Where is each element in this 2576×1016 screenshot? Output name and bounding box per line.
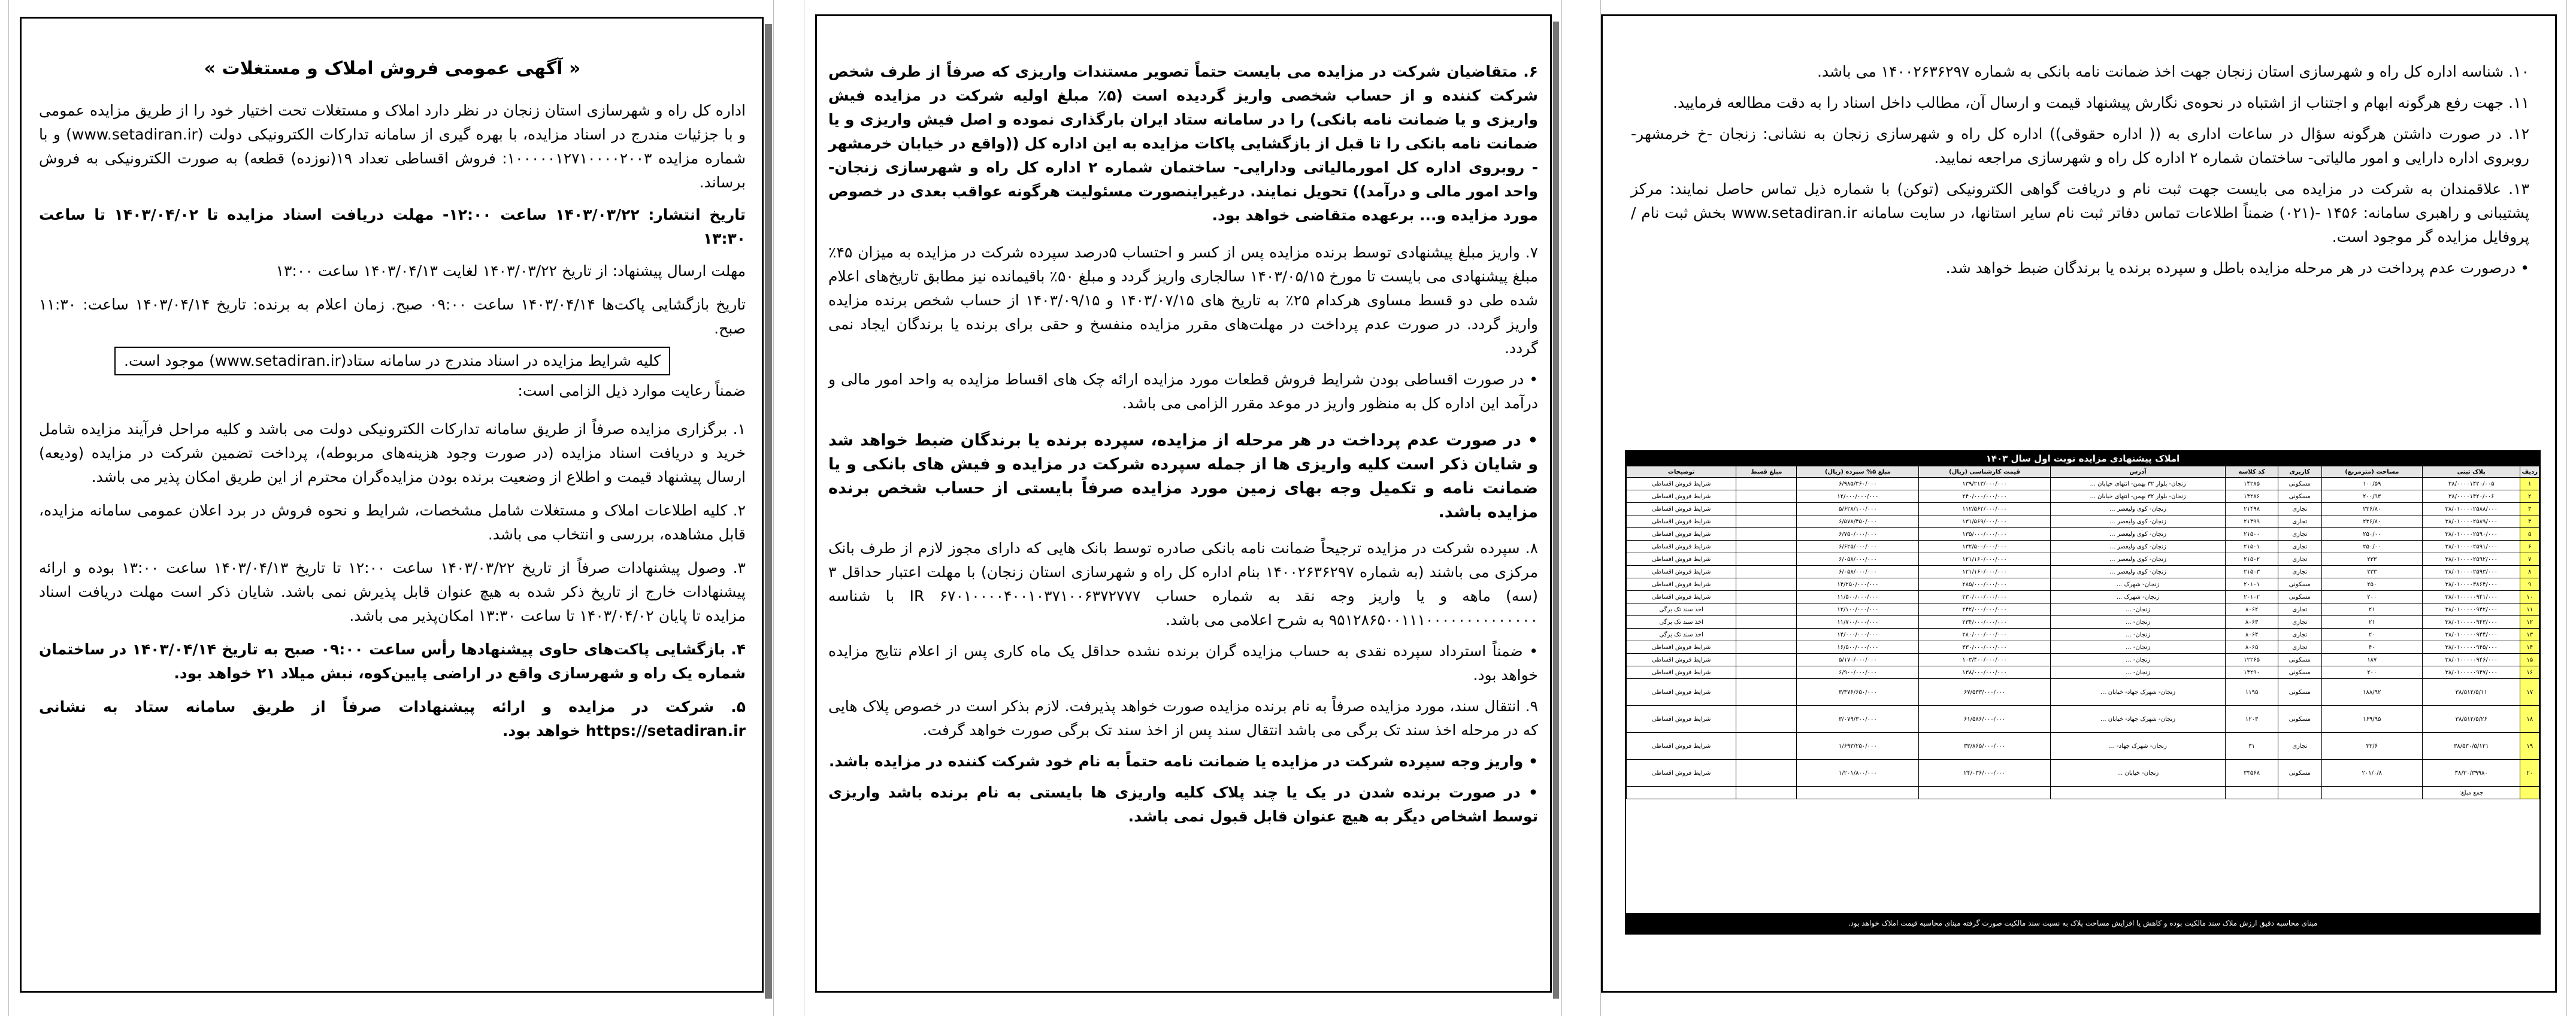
table-row-number: ۹ [2520,578,2539,591]
table-cell: ۲۰۰ [2321,666,2422,679]
table-row [1627,578,2539,591]
table-cell [1736,541,1797,553]
table-row-number: ۱۱ [2520,603,2539,616]
table-cell: ۳۸/۰۱۰۰۰۰۰۹۴۳/۰۰۰ [2422,616,2520,629]
table-cell: ۲۱۵۰۲ [2226,553,2278,566]
table-cell: ۲۳۰/۰۰۰/۰۰۰/۰۰۰ [1919,591,2051,603]
page-3-body [1631,60,2529,284]
table-cell: زنجان- کوی ولیعصر ... [2050,566,2226,578]
table-header-cell: کاربری [2278,466,2321,478]
table-cell: ۳۸/۰۱۰۰۰۰۲۵۹۱/۰۰۰ [2422,541,2520,553]
rule-item-6: ۶. متقاضیان شرکت در مزایده می بایست حتماً تصویر مستندات واریزی که صرفاً از طرف شخص شرکت کننده و از حساب شخصی واریز گردیده است (۵٪ مبلغ اولیه شرکت در مزایده فیش واریزی و یا ضمانت نامه بانکی) را در سامانه ستاد ایران بارگذاری نموده و اصل فیش واریزی و یا ضمانت نامه بانکی را تا قبل از بازگشایی پاکات مزایده به این اداره کل ((واقع در خیابان خرمشهر - روبروی اداره کل امورمالیاتی ودارایی- ساختمان شماره ۲ اداره کل راه و شهرسازی زنجان- واحد امور مالی و درآمد)) تحویل نمایند. درغیراینصورت مسئولیت هرگونه عواقب بعدی در خصوص مورد مزایده و... برعهده متقاضی خواهد بود. [828,63,1538,224]
table-cell: ۱۳۲/۵۰۰/۰۰۰/۰۰۰ [1919,541,2051,553]
table-cell: مسکونی [2278,760,2321,787]
table-cell: ۶/۹۸۵/۳۶۰/۰۰۰ [1797,478,1919,490]
table-header-row [1627,466,2539,478]
property-grid [1626,466,2539,799]
table-cell [2226,787,2278,799]
table-row-number: ۱ [2520,478,2539,490]
table-cell: زنجان- کوی ولیعصر ... [2050,541,2226,553]
table-cell: تجاری [2278,641,2321,654]
publish-date: تاریخ انتشار: ۱۴۰۳/۰۳/۲۲ ساعت ۱۲:۰۰- مهلت دریافت اسناد مزایده تا ۱۴۰۳/۰۴/۰۲ تا ساعت ۱۳:۳۰ [39,206,746,247]
table-cell: زنجان- کوی ولیعصر ... [2050,515,2226,528]
table-cell: مسکونی [2278,666,2321,679]
table-row-number: ۱۲ [2520,616,2539,629]
table-row [1627,541,2539,553]
table-cell: ۶۱/۵۸۶/۰۰۰/۰۰۰ [1919,706,2051,733]
table-cell: ۲۱۵۰۳ [2226,566,2278,578]
table-cell: ۱۴/۲۵۰/۰۰۰/۰۰۰ [1797,578,1919,591]
table-row [1627,515,2539,528]
table-cell: ۲۱ [2321,616,2422,629]
table-cell: زنجان- ... [2050,641,2226,654]
table-cell [1736,641,1797,654]
table-cell: ۱/۶۹۳/۲۵۰/۰۰۰ [1797,733,1919,760]
table-cell: ۶/۰۵۸/۰۰۰/۰۰۰ [1797,566,1919,578]
table-cell: ۲۱۵۰۱ [2226,541,2278,553]
table-cell: تجاری [2278,566,2321,578]
table-cell [1736,787,1797,799]
table-cell: ۳/۰۷۹/۳۰۰/۰۰۰ [1797,706,1919,733]
table-cell: تجاری [2278,616,2321,629]
table-row-number: ۲۰ [2520,760,2539,787]
table-header-cell: ردیف [2520,466,2539,478]
table-cell: ۳۸/۰۱۰۰۰۰۲۵۸۸/۰۰۰ [2422,503,2520,515]
table-cell: زنجان- شهرک ... [2050,591,2226,603]
table-cell: زنجان- ... [2050,603,2226,616]
table-cell: ۱۱۹۵ [2226,679,2278,706]
table-cell: شرایط فروش اقساطی [1627,541,1736,553]
table-row-number [2520,787,2539,799]
rule-item-2: ۲. کلیه اطلاعات املاک و مستغلات شامل مشخصات، شرایط و نحوه فروش در برد اعلان عمومی سامانه مزایده، قابل مشاهده، بررسی و انتخاب می باشد. [39,502,746,543]
table-cell: ۶/۷۵۰/۰۰۰/۰۰۰ [1797,528,1919,541]
table-cell: تجاری [2278,603,2321,616]
table-cell: ۱۲/۰۰۰/۰۰۰/۰۰۰ [1797,490,1919,503]
table-cell: ۱۶/۵۰۰/۰۰۰/۰۰۰ [1797,641,1919,654]
table-cell: ۳۳۰/۰۰۰/۰۰۰/۰۰۰ [1919,641,2051,654]
table-header-cell: مبلغ ۵% سپرده (ریال) [1797,466,1919,478]
table-cell: مسکونی [2278,578,2321,591]
table-cell: مسکونی [2278,591,2321,603]
refund-note: • ضمناً استرداد سپرده نقدی به حساب مزایده گران برنده نشده حداقل یک ماه کاری پس از اعلام نتایج مزایده خواهد بود. [828,642,1538,684]
table-cell: ۲۰۱/۰/۸ [2321,760,2422,787]
table-cell: ۸۰۶۲ [2226,603,2278,616]
table-row [1627,478,2539,490]
table-cell: شرایط فروش اقساطی [1627,553,1736,566]
table-cell: ۳۸/۰۱۰۰۰۰۲۵۹۰/۰۰۰ [2422,528,2520,541]
table-cell: زنجان- ... [2050,666,2226,679]
table-cell: ۲۴۰/۰۰۰/۰۰۰/۰۰۰ [1919,490,2051,503]
table-row [1627,666,2539,679]
table-cell: ۱۰۳/۴۰۰/۰۰۰/۰۰۰ [1919,654,2051,666]
table-row [1627,641,2539,654]
table-cell: تجاری [2278,528,2321,541]
table-cell: ۱۴۲۸۵ [2226,478,2278,490]
table-cell: شرایط فروش اقساطی [1627,528,1736,541]
table-cell: ۶۷/۵۳۳/۰۰۰/۰۰۰ [1919,679,2051,706]
table-cell: تجاری [2278,515,2321,528]
table-cell [1736,679,1797,706]
table-cell: ۳/۳۷۶/۶۵۰/۰۰۰ [1797,679,1919,706]
table-cell: مسکونی [2278,490,2321,503]
table-cell: ۱۳۱/۵۶۹/۰۰۰/۰۰۰ [1919,515,2051,528]
table-cell: ۳۸/۰۱۰۰۰۰۰۹۴۴/۰۰۰ [2422,629,2520,641]
table-cell: ۱۱/۵۰۰/۰۰۰/۰۰۰ [1797,591,1919,603]
table-cell [1736,478,1797,490]
table-cell: اخذ سند تک برگی [1627,616,1736,629]
table-row-number: ۱۰ [2520,591,2539,603]
table-cell: ۲۳۶/۸۰ [2321,515,2422,528]
table-cell: ۳۱ [2226,733,2278,760]
table-cell [2278,787,2321,799]
forfeit-note-2: • درصورت عدم پرداخت در هر مرحله مزایده باطل و سپرده برنده یا برندگان ضبط خواهد شد. [1945,259,2529,277]
table-cell: ۲۰۰ [2321,591,2422,603]
table-cell: شرایط فروش اقساطی [1627,706,1736,733]
table-cell: ۳۸/۰۱۰۰۰۰۲۵۹۳/۰۰۰ [2422,566,2520,578]
table-cell: ۲۳۳ [2321,566,2422,578]
table-cell [1797,787,1919,799]
table-cell [1736,706,1797,733]
page-1-body [39,57,746,747]
table-row-number: ۱۶ [2520,666,2539,679]
table-cell: ۱۶۹/۹۵ [2321,706,2422,733]
table-cell [1736,666,1797,679]
table-cell: شرایط فروش اقساطی [1627,503,1736,515]
table-cell: مسکونی [2278,654,2321,666]
table-row-number: ۱۴ [2520,641,2539,654]
table-cell: جمع مبلغ: [2422,787,2520,799]
table-cell [1736,578,1797,591]
table-cell: ۳۸/۰۱۰۰۰۰۰۹۴۲/۰۰۰ [2422,603,2520,616]
table-cell: ۳۸/۵۱۲/۵/۱۱ [2422,679,2520,706]
winner-payment-note: • در صورت برنده شدن در یک یا چند پلاک کلیه واریزی ها بایستی به نام برنده باشد واریزی توسط اشخاص دیگر به هیچ عنوان قابل قبول نمی باشد. [828,784,1538,825]
table-cell: ۳۲/۶ [2321,733,2422,760]
rule-item-5: ۵. شرکت در مزایده و ارائه پیشنهادات صرفاً از طریق سامانه ستاد به نشانی https://setadiran.ir خواهد بود. [39,698,746,739]
page-3 [1600,0,2567,1016]
table-cell: ۲۱۴۹۹ [2226,515,2278,528]
rule-item-12: ۱۲. در صورت داشتن هرگونه سؤال در ساعات اداری به (( اداره حقوقی)) اداره کل راه و شهرسازی زنجان به نشانی: زنجان -خ خرمشهر- روبروی اداره دارایی و امور مالیاتی- ساختمان شماره ۲ اداره کل راه و شهرسازی مراجعه نمایید. [1631,125,2529,166]
rule-item-8: ۸. سپرده شرکت در مزایده ترجیحاً ضمانت نامه بانکی صادره توسط بانک هایی که دارای مجوز لازم از طرف بانک مرکزی می باشند (به شماره ۱۴۰۰۲۶۳۶۲۹۷ بنام اداره کل راه و شهرسازی استان زنجان) با مهلت اعتبار حداقل ۳ (سه) ماهه و یا واریز وجه نقد به شماره حساب IR ۶۷۰۱۰۰۰۰۴۰۰۱۰۳۷۱۰۰۶۳۷۲۷۷۷ با شناسه ۹۵۱۲۸۶۵۰۰۱۱۱۰۰۰۰۰۰۰۰۰۰۰۰۰۰ به شرح اعلامی می باشد. [828,539,1538,629]
table-row [1627,528,2539,541]
table-cell: زنجان- ... [2050,629,2226,641]
table-cell: ۱۲۲۶۵ [2226,654,2278,666]
rule-item-10: ۱۰. شناسه اداره کل راه و شهرسازی استان زنجان جهت اخذ ضمانت نامه بانکی به شماره ۱۴۰۰۲۶۳۶۲۹۷ می باشد. [1817,63,2529,80]
page-2-shadow [1553,22,1559,999]
table-cell: ۱۴/۰۰۰/۰۰۰/۰۰۰ [1797,629,1919,641]
table-cell: ۳۳/۸۶۵/۰۰۰/۰۰۰ [1919,733,2051,760]
table-cell: ۶/۶۲۵/۰۰۰/۰۰۰ [1797,541,1919,553]
forfeit-note: • در صورت عدم پرداخت در هر مرحله از مزایده، سپرده برنده یا برندگان ضبط خواهد شد و شایان ذکر است کلیه واریزی ها از جمله سپرده شرکت در مزایده و فیش های بانکی و یا ضمانت نامه و تکمیل وجه بهای زمین مورد مزایده صرفاً بایستی از حساب شخص برنده مزایده باشد. [828,431,1538,521]
table-row [1627,733,2539,760]
table-cell: شرایط فروش اقساطی [1627,591,1736,603]
page-2 [804,0,1562,1016]
table-header-cell: توضیحات [1627,466,1736,478]
table-cell: ۲۰۱۰۲ [2226,591,2278,603]
deposit-name-note: • واریز وجه سپرده شرکت در مزایده یا ضمانت نامه حتماً به نام خود شرکت کننده در مزایده باشد. [828,753,1538,770]
table-cell: مسکونی [2278,679,2321,706]
table-cell: ۱۱/۷۰۰/۰۰۰/۰۰۰ [1797,616,1919,629]
table-cell: ۳۸/۵۳۰/۵/۱۲۱ [2422,733,2520,760]
table-cell: تجاری [2278,629,2321,641]
table-row-number: ۴ [2520,515,2539,528]
page-1-shadow [765,24,772,999]
table-header-cell: قیمت کارشناسی (ریال) [1919,466,2051,478]
table-cell: شرایط فروش اقساطی [1627,654,1736,666]
table-cell: ۲۵۰/۰۰ [2321,528,2422,541]
table-cell: زنجان- بلوار ۳۲ بهمن- انتهای خیابان ... [2050,490,2226,503]
table-row [1627,616,2539,629]
table-row-number: ۵ [2520,528,2539,541]
opening-date: تاریخ بازگشایی پاکت‌ها ۱۴۰۳/۰۴/۱۴ ساعت ۰۹:۰۰ صبح. زمان اعلام به برنده: تاریخ ۱۴۰۳/۰۴/۱۴ ساعت: ۱۱:۳۰ صبح. [39,296,746,337]
rules-intro: ضمناً رعایت موارد ذیل الزامی است: [517,382,746,399]
submit-deadline: مهلت ارسال پیشنهاد: از تاریخ ۱۴۰۳/۰۳/۲۲ لغایت ۱۴۰۳/۰۴/۱۳ ساعت ۱۳:۰۰ [276,262,746,280]
table-cell [1736,566,1797,578]
table-cell: ۱۸۸/۹۲ [2321,679,2422,706]
table-cell: ۲۸۵/۰۰۰/۰۰۰/۰۰۰ [1919,578,2051,591]
table-cell [1736,733,1797,760]
property-table-title: املاک پیشنهادی مزایده نوبت اول سال ۱۴۰۳ [1626,451,2539,466]
table-cell: زنجان- شهرک جهاد- خیابان ... [2050,706,2226,733]
table-cell: ۳۸/۰۰۰۰۱۴۲۰/۰۰۶ [2422,490,2520,503]
table-cell: ۵/۱۷۰/۰۰۰/۰۰۰ [1797,654,1919,666]
rule-item-4: ۴. بازگشایی پاکت‌های حاوی پیشنهادها رأس ساعت ۰۹:۰۰ صبح به تاریخ ۱۴۰۳/۰۴/۱۴ در ساختمان شماره یک راه و شهرسازی واقع در اراضی پایین‌کوه، نبش میلاد ۲۱ خواهد بود. [39,641,746,682]
table-cell: ۱۴۲۸۶ [2226,490,2278,503]
table-cell: ۱۲۱/۱۶۰/۰۰۰/۰۰۰ [1919,553,2051,566]
table-cell: زنجان- ... [2050,616,2226,629]
table-cell: زنجان- کوی ولیعصر ... [2050,553,2226,566]
table-cell: ۲۳۶/۸۰ [2321,503,2422,515]
table-row [1627,706,2539,733]
table-cell: ۳۸/۰۱۰۰۰۰۲۵۸۹/۰۰۰ [2422,515,2520,528]
table-cell: ۱۴۲۹۰ [2226,666,2278,679]
notice-title: « آگهی عمومی فروش املاک و مستغلات » [204,58,581,79]
table-row [1627,553,2539,566]
table-cell: ۱۱۲/۵۶۲/۰۰۰/۰۰۰ [1919,503,2051,515]
table-cell: ۱۲۱/۱۶۰/۰۰۰/۰۰۰ [1919,566,2051,578]
table-cell: شرایط فروش اقساطی [1627,641,1736,654]
table-cell: زنجان- شهرک جهاد- ... [2050,733,2226,760]
table-row [1627,603,2539,616]
page-1 [8,0,774,1016]
table-cell: ۶/۹۰۰/۰۰۰/۰۰۰ [1797,666,1919,679]
table-cell [1736,528,1797,541]
table-row [1627,490,2539,503]
table-header-cell: مساحت (مترمربع) [2321,466,2422,478]
table-cell [1736,616,1797,629]
table-cell [1736,503,1797,515]
table-cell: ۸۰۶۳ [2226,616,2278,629]
table-cell: شرایط فروش اقساطی [1627,666,1736,679]
table-row-number: ۱۸ [2520,706,2539,733]
boxed-note: کلیه شرایط مزایده در اسناد مندرج در سامانه ستاد(www.setadiran.ir) موجود است. [114,347,670,375]
table-cell [1736,603,1797,616]
table-row-number: ۸ [2520,566,2539,578]
property-table-note: مبنای محاسبه دقیق ارزش ملاک سند مالکیت بوده و کاهش یا افزایش مساحت پلاک به نسبت سند مالکیت صورت گرفته مبنای محاسبه قیمت املاک خواهد بود. [1626,913,2539,933]
table-row [1627,566,2539,578]
table-cell: زنجان- ... [2050,654,2226,666]
table-cell: ۳۸/۳۰/۳۹۹۸۰ [2422,760,2520,787]
table-cell: ۸۰۶۴ [2226,629,2278,641]
table-header-cell: کد کلاسه [2226,466,2278,478]
rule-item-7: ۷. واریز مبلغ پیشنهادی توسط برنده مزایده پس از کسر و احتساب ۵درصد سپرده شرکت در مزایده به میزان ۴۵٪ مبلغ پیشنهادی می بایست تا مورخ ۱۴۰۳/۰۵/۱۵ سالجاری واریز گردد و مبلغ ۵۰٪ باقیمانده نیز مطابق تاریخ‌های اعلام شده طی دو قسط مساوی هرکدام ۲۵٪ به تاریخ های ۱۴۰۳/۰۷/۱۵ و ۱۴۰۳/۰۹/۱۵ از حساب شخص برنده مزایده واریز گردد. در صورت عدم پرداخت در مهلت‌های مقرر مزایده منفسخ و حقی برای برنده یا برندگان ایجاد نمی گردد. [828,244,1538,357]
table-cell [1736,629,1797,641]
table-row-number: ۱۹ [2520,733,2539,760]
table-cell: ۲۰۱۰۱ [2226,578,2278,591]
table-cell: زنجان- کوی ولیعصر ... [2050,528,2226,541]
rule-item-13: ۱۳. علاقمندان به شرکت در مزایده می بایست جهت ثبت نام و دریافت گواهی الکترونیکی (توکن) با شماره ذیل تماس حاصل نمایند: مرکز پشتیبانی و راهبری سامانه: ۱۴۵۶ -(۰۲۱) ضمناً اطلاعات تماس دفاتر ثبت نام سایر استانها، در سایت سامانه www.setadiran.ir بخش ثبت نام / پروفایل مزایده گر موجود است. [1631,180,2529,245]
table-cell: زنجان- کوی ولیعصر ... [2050,503,2226,515]
table-row-number: ۱۳ [2520,629,2539,641]
table-cell: تجاری [2278,503,2321,515]
table-cell [1736,591,1797,603]
installment-note: • در صورت اقساطی بودن شرایط فروش قطعات مورد مزایده ارائه چک های اقساط مزایده به واحد امور مالی و درآمد این اداره کل به منظور واریز در موعد مقرر الزامی می باشد. [828,371,1538,412]
table-cell: زنجان- خیابان ... [2050,760,2226,787]
table-cell: زنجان- بلوار ۳۲ بهمن- انتهای خیابان ... [2050,478,2226,490]
table-cell [2321,787,2422,799]
table-cell: شرایط فروش اقساطی [1627,760,1736,787]
table-cell: شرایط فروش اقساطی [1627,490,1736,503]
table-cell [2050,787,2226,799]
rule-item-11: ۱۱. جهت رفع هرگونه ابهام و اجتناب از اشتباه در نحوه‌ی نگارش پیشنهاد قیمت و ارسال آن، مطالب داخل اسناد را به دقت مطالعه فرمایید. [1673,94,2529,111]
table-cell: ۱۸۷ [2321,654,2422,666]
table-cell: ۲۱ [2321,603,2422,616]
table-cell: ۲۱۵۰۰ [2226,528,2278,541]
table-cell: ۱/۲۰۱/۸۰۰/۰۰۰ [1797,760,1919,787]
table-cell: زنجان- شهرک ... [2050,578,2226,591]
table-cell: ۳۸/۰۱۰۰۰۰۰۹۴۷/۰۰۰ [2422,666,2520,679]
table-cell: زنجان- شهرک جهاد- خیابان ... [2050,679,2226,706]
table-cell [1736,515,1797,528]
table-cell [1736,553,1797,566]
table-cell: ۶/۰۵۸/۰۰۰/۰۰۰ [1797,553,1919,566]
table-cell: مسکونی [2278,706,2321,733]
table-row-number: ۳ [2520,503,2539,515]
table-row [1627,787,2539,799]
table-header-cell: آدرس [2050,466,2226,478]
table-cell: ۳۸/۰۱۰۰۰۰۰۹۴۶/۰۰۰ [2422,654,2520,666]
rule-item-9: ۹. انتقال سند، مورد مزایده صرفاً به نام برنده مزایده صورت خواهد پذیرفت. لازم بذکر است در خصوص پلاک هایی که در مرحله اخذ سند تک برگی می باشد انتقال سند پس از اخذ سند تک برگی صورت خواهد گرفت. [828,697,1538,739]
table-row-number: ۷ [2520,553,2539,566]
table-row [1627,629,2539,641]
table-cell: ۱۲/۱۰۰/۰۰۰/۰۰۰ [1797,603,1919,616]
table-row [1627,503,2539,515]
table-cell: ۵/۶۲۸/۱۰۰/۰۰۰ [1797,503,1919,515]
table-cell: ۲۸۰/۰۰۰/۰۰۰/۰۰۰ [1919,629,2051,641]
table-cell: ۳۸/۰۱۰۰۰۰۰۹۴۱/۰۰۰ [2422,591,2520,603]
table-cell [1919,787,2051,799]
table-cell: ۱۰۰/۵۹ [2321,478,2422,490]
table-cell: شرایط فروش اقساطی [1627,578,1736,591]
table-cell [1627,787,1736,799]
table-header-cell: پلاک ثبتی [2422,466,2520,478]
table-cell: ۸۰۶۵ [2226,641,2278,654]
table-cell: ۲۰۰/۹۳ [2321,490,2422,503]
table-row-number: ۱۵ [2520,654,2539,666]
table-cell: ۴۰ [2321,641,2422,654]
table-cell: ۲۰ [2321,629,2422,641]
table-cell: تجاری [2278,541,2321,553]
notice-intro: اداره کل راه و شهرسازی استان زنجان در نظر دارد املاک و مستغلات تحت اختیار خود را از طریق مزایده عمومی و با جزئیات مندرج در اسناد مزایده، با بهره گیری از سامانه تدارکات الکترونیکی دولت (www.setadiran.ir) و با شماره مزایده ۱۰۰۰۰۰۱۲۷۱۰۰۰۰۲۰۰۳: فروش اقساطی تعداد ۱۹(نوزده) قطعه) به صورت الکترونیکی به فروش برساند. [39,102,746,191]
table-cell: اخذ سند تک برگی [1627,629,1736,641]
table-cell: ۳۸/۰۱۰۰۰۰۳۸۶۴/۰۰۰ [2422,578,2520,591]
table-cell: شرایط فروش اقساطی [1627,566,1736,578]
table-cell [1736,654,1797,666]
table-cell: شرایط فروش اقساطی [1627,515,1736,528]
table-cell: ۲۴۲/۰۰۰/۰۰۰/۰۰۰ [1919,603,2051,616]
table-cell: ۳۳۵۶۸ [2226,760,2278,787]
table-cell: شرایط فروش اقساطی [1627,679,1736,706]
table-cell [1736,760,1797,787]
table-cell: اخذ سند تک برگی [1627,603,1736,616]
table-cell: مسکونی [2278,478,2321,490]
rule-item-1: ۱. برگزاری مزایده صرفاً از طریق سامانه تدارکات الکترونیکی دولت می باشد و کلیه مراحل فرآیند مزایده شامل خرید و دریافت اسناد مزایده (در صورت وجود هزینه‌های مربوطه)، پرداخت تضمین شرکت در مزایده (ودیعه) ارسال پیشنهاد قیمت و اطلاع از وضعیت برنده بودن مزایده‌گران محترم از این طریق امکان پذیر می باشد. [39,420,746,486]
table-cell: ۶/۵۷۸/۴۵۰/۰۰۰ [1797,515,1919,528]
table-cell: ۳۸/۵۱۲/۵/۲۶ [2422,706,2520,733]
table-cell: شرایط فروش اقساطی [1627,478,1736,490]
table-row-number: ۶ [2520,541,2539,553]
rule-item-3: ۳. وصول پیشنهادات صرفاً از تاریخ ۱۴۰۳/۰۳/۲۲ ساعت ۱۲:۰۰ تا تاریخ ۱۴۰۳/۰۴/۱۳ ساعت ۱۳:۰۰ بوده و ارائه پیشنهادات خارج از تاریخ ذکر شده به هیچ عنوان قابل پذیرش نمی باشد. شایان ذکر است مهلت دریافت اسناد مزایده تا پایان ۱۴۰۳/۰۴/۰۲ تا ساعت ۱۳:۳۰ امکان‌پذیر می باشد. [39,559,746,624]
property-table [1625,450,2541,935]
table-cell: ۱۳۸/۰۰۰/۰۰۰/۰۰۰ [1919,666,2051,679]
table-header-cell: مبلغ قسط [1736,466,1797,478]
table-row [1627,654,2539,666]
table-cell: ۲۳۳ [2321,553,2422,566]
table-row-number: ۱۷ [2520,679,2539,706]
table-cell: شرایط فروش اقساطی [1627,733,1736,760]
property-grid-body [1627,478,2539,799]
table-cell: ۲۱۴۹۸ [2226,503,2278,515]
table-cell: ۲۳۴/۰۰۰/۰۰۰/۰۰۰ [1919,616,2051,629]
table-row [1627,591,2539,603]
table-cell: ۲۵۰/۰۰ [2321,541,2422,553]
table-cell: تجاری [2278,553,2321,566]
table-cell: تجاری [2278,733,2321,760]
table-cell: ۳۸/۰۰۰۰۱۴۲۰/۰۰۵ [2422,478,2520,490]
table-cell: ۲۴/۰۳۶/۰۰۰/۰۰۰ [1919,760,2051,787]
table-row [1627,760,2539,787]
table-cell: ۱۲۰۳ [2226,706,2278,733]
table-cell: ۱۳۹/۲۱۳/۰۰۰/۰۰۰ [1919,478,2051,490]
boxed-note-wrap [39,347,746,375]
table-cell: ۱۳۵/۰۰۰/۰۰۰/۰۰۰ [1919,528,2051,541]
table-cell: ۳۸/۰۱۰۰۰۰۲۵۹۲/۰۰۰ [2422,553,2520,566]
table-cell: ۲۵۰ [2321,578,2422,591]
table-row [1627,679,2539,706]
table-cell [1736,490,1797,503]
page-2-body [828,60,1538,832]
table-row-number: ۲ [2520,490,2539,503]
table-cell: ۳۸/۰۱۰۰۰۰۰۹۴۵/۰۰۰ [2422,641,2520,654]
